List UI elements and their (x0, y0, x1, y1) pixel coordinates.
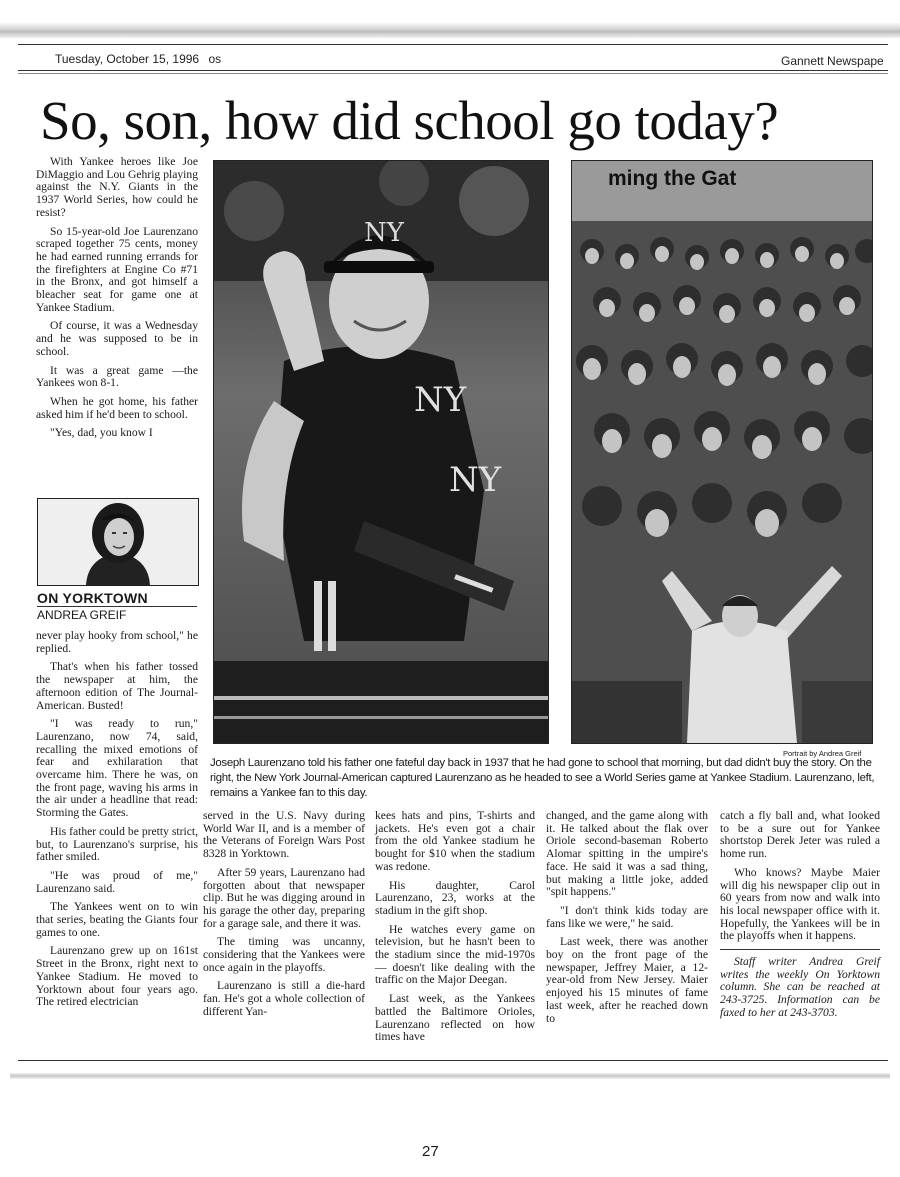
paragraph: It was a great game —the Yankees won 8-1. (36, 363, 198, 390)
svg-text:NY: NY (414, 380, 467, 420)
paragraph: Last week, as the Yankees battled the Baltimore Orioles, Laurenzano reflected on how times have (375, 992, 535, 1044)
scan-shadow-band (0, 22, 900, 38)
edition-code: os (208, 52, 222, 66)
column-5 (720, 810, 880, 1026)
paragraph: When he got home, his father asked him if he'd been to school. (36, 394, 198, 421)
byline-rule (37, 606, 197, 607)
paragraph: After 59 years, Laurenzano had forgotten about that newspaper clip. But he was digging around in his garage the other day, preparing for a garage sale, and there it was. (203, 865, 365, 930)
author-portrait-image (38, 499, 198, 585)
laurenzano-photo-image (214, 161, 548, 743)
author-portrait (37, 498, 199, 586)
paragraph: That's when his father tossed the newspaper at him, the afternoon edition of The Journal-American. Busted! (36, 660, 198, 712)
column-4 (546, 810, 708, 1031)
paragraph: "I was ready to run," Laurenzano, now 74, said, recalling the mixed emotions of fear and exhilaration that overcame him. There he was, on the front page, waving his arms in the air under a headline that read: Storming the Gates. (36, 717, 198, 820)
paragraph: Last week, there was another boy on the front page of the newspaper, Jeffrey Maier, a 12-year-old from New Jersey. Maier enjoyed his 15 minutes of fame last week, after he reached down to (546, 935, 708, 1025)
photo-caption: Joseph Laurenzano told his father one fateful day back in 1937 that he had gone to school that morning, but dad didn't buy the story. On the right, the New York Journal-American captured Laurenzano as he headed to see a World Series game at Yankee Stadium. Laurenzano, left, remains a Yankee fan to this day. (210, 757, 875, 799)
photo-credit: Portrait by Andrea Greif (783, 749, 862, 758)
clipping-headline: ming the Gat (608, 167, 737, 190)
paragraph: kees hats and pins, T-shirts and jackets. He's even got a chair from the old Yankee stadium he bought for $10 when the stadium was redone. (375, 809, 535, 873)
paragraph: Of course, it was a Wednesday and he was supposed to be in school. (36, 319, 198, 358)
column-1-top (36, 156, 198, 446)
top-rule (18, 44, 888, 45)
issue-date: Tuesday, October 15, 1996 (55, 52, 200, 66)
paragraph: catch a fly ball and, what looked to be a sure out for Yankee shortstop Derek Jeter was ruled a home run. (720, 809, 880, 861)
header-rule-thin (18, 73, 888, 74)
svg-text:NY: NY (449, 460, 502, 500)
paragraph: His daughter, Carol Laurenzano, 23, works at the stadium in the gift shop. (375, 878, 535, 917)
paragraph: So 15-year-old Joe Laurenzano scraped together 75 cents, money he had earned running errands for the firefighters at Engine Co #71 in the Bronx, and got himself a bleacher seat for game one at Yankee Stadium. (36, 224, 198, 314)
headline: So, son, how did school go today? (40, 90, 779, 151)
paragraph: changed, and the game along with it. He talked about the flak over Oriole second-baseman Roberto Alomar spitting in the umpire's face. He said it was a sad thing, but making a little joke, added "spit happens." (546, 809, 708, 899)
header-rule (18, 70, 888, 71)
date-line (55, 52, 221, 66)
paragraph: never play hooky from school," he replied. (36, 629, 198, 655)
paragraph: served in the U.S. Navy during World War II, and is a member of the Veterans of Foreign Wars Post 8328 in Yorktown. (203, 809, 365, 861)
column-2 (203, 810, 365, 1025)
photo-storming-the-gates (571, 160, 873, 744)
paragraph: "I don't think kids today are fans like we were," he said. (546, 903, 708, 930)
paragraph: His father could be pretty strict, but, to Laurenzano's surprise, his father smiled. (36, 824, 198, 864)
paragraph: He watches every game on television, but he hasn't been to the stadium since the mid-1970s — doesn't like dealing with the traffic on the Major Deegan. (375, 922, 535, 987)
bottom-rule (18, 1060, 888, 1061)
paragraph: With Yankee heroes like Joe DiMaggio and Lou Gehrig playing against the N.Y. Giants in the 1937 World Series, how could he resist? (36, 155, 198, 219)
paragraph: Laurenzano is still a die-hard fan. He's got a whole collection of different Yan- (203, 979, 365, 1018)
paragraph: The Yankees went on to win that series, beating the Giants four games to one. (36, 900, 198, 939)
svg-text:NY: NY (364, 218, 404, 248)
paragraph: "Yes, dad, you know I (50, 426, 153, 440)
paragraph: Who knows? Maybe Maier will dig his newspaper clip out in 60 years from now and walk into his local newspaper office with it. Hopefully, the Yankees will be in the playoffs when it happens. (720, 865, 880, 943)
column-title: ON YORKTOWN (37, 590, 148, 606)
paragraph: The timing was uncanny, considering that the Yankees were once again in the playoffs. (203, 935, 365, 974)
column-3 (375, 810, 535, 1050)
crowd-photo-image (572, 161, 872, 743)
paragraph: Laurenzano grew up on 161st Street in the Bronx, right next to Yankee Stadium. He moved to Yorktown about four years ago. The retired electrician (36, 944, 198, 1009)
bottom-scan-band (10, 1073, 890, 1079)
page-number: 27 (422, 1143, 439, 1160)
paragraph: "He was proud of me," Laurenzano said. (36, 868, 198, 895)
photo-laurenzano-portrait (213, 160, 549, 744)
publisher-name: Gannett Newspape (781, 54, 884, 68)
tagline-rule (720, 949, 880, 950)
column-1-bottom (36, 630, 198, 1015)
author-tagline: Staff writer Andrea Greif writes the weekly On Yorktown column. She can be reached at 243-3725. Information can be faxed to her at 243-3703. (720, 955, 880, 1019)
author-name: ANDREA GREIF (37, 608, 127, 622)
